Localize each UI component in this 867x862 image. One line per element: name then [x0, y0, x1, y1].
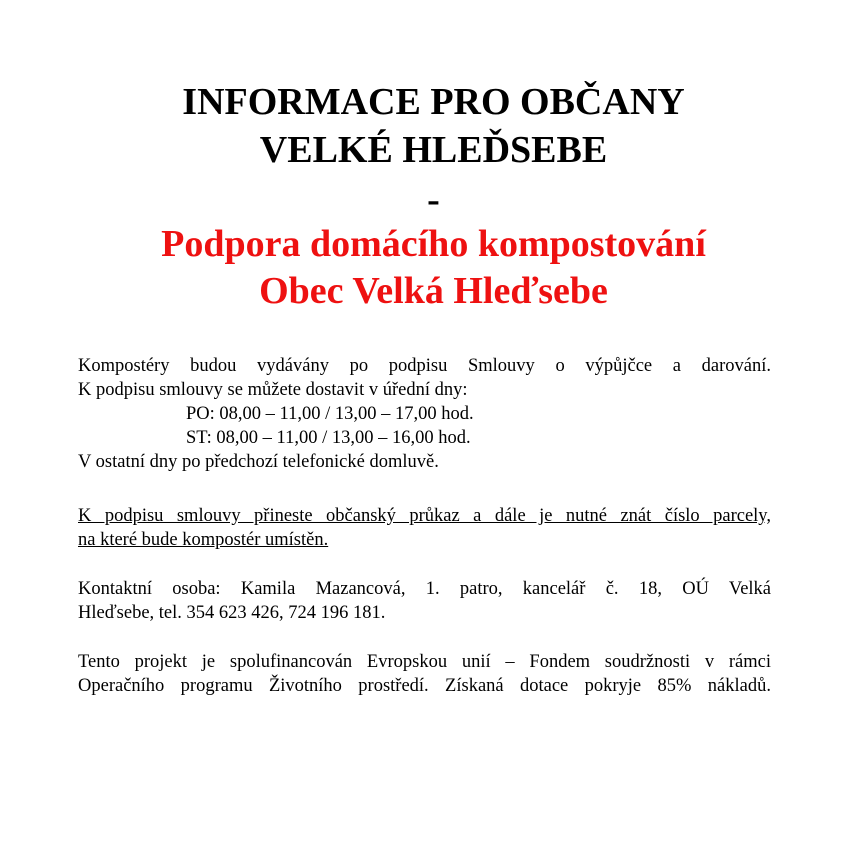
info-line-2: K podpisu smlouvy se můžete dostavit v úřední dny:: [78, 380, 468, 400]
title-separator: -: [427, 179, 440, 221]
title-line-1: INFORMACE PRO OBČANY: [182, 81, 685, 123]
contact-line-2: Hleďsebe, tel. 354 623 426, 724 196 181.: [78, 603, 386, 623]
funding-line-2: Operačního programu Životního prostředí. Získaná dotace pokryje 85% nákladů.: [78, 676, 771, 696]
notice-paragraph: [78, 504, 771, 552]
office-hours-monday: PO: 08,00 – 11,00 / 13,00 – 17,00 hod.: [186, 404, 474, 424]
subtitle-line-2: Obec Velká Hleďsebe: [259, 270, 608, 312]
office-hours-wednesday: ST: 08,00 – 11,00 / 13,00 – 16,00 hod.: [186, 428, 471, 448]
notice-line-1: K podpisu smlouvy přineste občanský průkaz a dále je nutné znát číslo parcely,: [78, 506, 771, 526]
funding-paragraph: [78, 650, 771, 698]
info-line-3: V ostatní dny po předchozí telefonické domluvě.: [78, 452, 439, 472]
funding-line-1: Tento projekt je spolufinancován Evropskou unií – Fondem soudržnosti v rámci: [78, 652, 771, 672]
info-line-1: Kompostéry budou vydávány po podpisu Smlouvy o výpůjčce a darování.: [78, 356, 771, 376]
info-paragraph: [78, 354, 771, 474]
title-line-2: VELKÉ HLEĎSEBE: [259, 129, 608, 171]
contact-line-1: Kontaktní osoba: Kamila Mazancová, 1. patro, kancelář č. 18, OÚ Velká: [78, 579, 771, 599]
subtitle-line-1: Podpora domácího kompostování: [161, 223, 706, 265]
notice-line-2: na které bude kompostér umístěn.: [78, 530, 329, 550]
contact-paragraph: [78, 577, 771, 625]
